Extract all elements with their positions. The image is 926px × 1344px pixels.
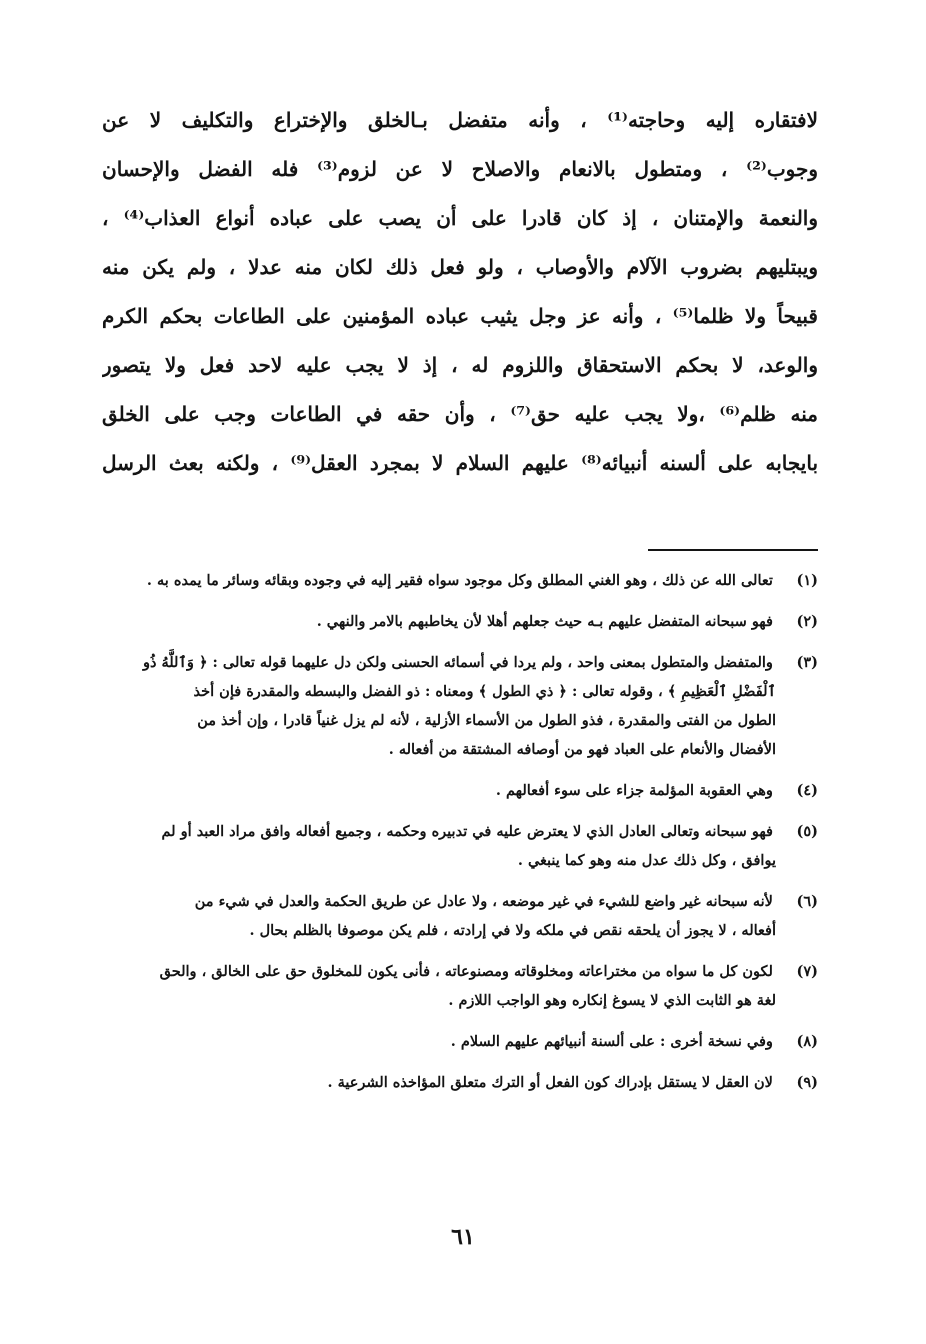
footnote-number: (٣) (796, 654, 818, 671)
footnote-number: (٧) (796, 963, 818, 980)
footnote-number: (٢) (796, 613, 818, 630)
footnote-text: لكون كل ما سواه من مختراعاته ومخلوقاته ومصنوعاته ، فأنى يكون للمخلوق حق على الخالق ، والحق (159, 963, 773, 980)
footnote-text: أفعاله ، لا يجوز أن يلحقه نقص في ملكه ولا في إرادته ، فلم يكن موصوفا بالظلم بحال . (249, 922, 776, 939)
footnote-text: الأفضال والأنعام على العباد فهو من أوصافه المشتقة من أفعاله . (388, 741, 776, 758)
footnote-number: (٤) (796, 782, 818, 799)
page-number: ٦١ (451, 1224, 475, 1250)
footnote-text: تعالى الله عن ذلك ، وهو الغني المطلق وكل موجود سواه فقير إليه في وجوده وبقائه وسائر ما يمده به . (146, 572, 773, 589)
footnote-separator (648, 549, 818, 551)
footnote-text: يوافق ، وكل ذلك عدل منه وهو كما ينبغي . (517, 852, 776, 869)
main-text-line: والوعد، لا بحكم الاستحقاق واللزوم له ، إذ لا يجب عليه لاحد فعل ولا يتصور (102, 353, 818, 377)
footnote-number: (٦) (796, 893, 818, 910)
footnote-1 (102, 566, 818, 595)
main-text-line: منه ظلم⁽⁶⁾ ،ولا يجب عليه حق⁽⁷⁾ ، وأن حقه في الطاعات وجب على الخلق (102, 402, 818, 426)
footnote-text: والمتفضل والمتطول بمعنى واحد ، ولم يردا في أسمائه الحسنى ولكن دل عليهما قوله تعالى : ﴿ وَٱللَّهُ ذُو (142, 654, 773, 671)
footnote-text: فهو سبحانه المتفضل عليهم بـه حيث جعلهم أهلا لأن يخاطبهم بالامر والنهي . (316, 613, 773, 630)
footnote-text: فهو سبحانه وتعالى العادل الذي لا يعترض عليه في تدبيره وحكمه ، وجميع أفعاله وافق مراد العبد أو لم (161, 823, 773, 840)
main-text (102, 96, 818, 488)
footnote-text: وهي العقوبة المؤلمة جزاء على سوء أفعالهم . (495, 782, 773, 799)
main-text-line: والنعمة والإمتنان ، إذ كان قادرا على أن يصب على عباده أنواع العذاب⁽⁴⁾ ، (102, 206, 818, 230)
main-text-line: بايجابه على ألسنه أنبيائه⁽⁸⁾ عليهم السلام لا بمجرد العقل⁽⁹⁾ ، ولكنه بعث الرسل (102, 451, 818, 475)
footnote-number: (١) (796, 572, 818, 589)
main-text-line: وجوب⁽²⁾ ، ومتطول بالانعام والاصلاح لا عن لزوم⁽³⁾ فله الفضل والإحسان (102, 157, 818, 181)
footnote-text: وفي نسخة أخرى : على ألسنة أنبيائهم عليهم السلام . (450, 1033, 773, 1050)
footnote-5 (102, 817, 818, 875)
footnote-7 (102, 957, 818, 1015)
footnote-number: (٩) (796, 1074, 818, 1091)
footnote-number: (٥) (796, 823, 818, 840)
footnote-text: الطول من الفتى والمقدرة ، فذو الطول من الأسماء الأزلية ، لأنه لم يزل غنياً قادرا ، وإن أخذ من (197, 712, 776, 729)
footnote-8 (102, 1027, 818, 1056)
main-text-line: لافتقاره إليه وحاجته⁽¹⁾ ، وأنه متفضل بـالخلق والإختراع والتكليف لا عن (102, 108, 818, 132)
footnote-text: لأنه سبحانه غير واضع للشيء في غير موضعه ، ولا عادل عن طريق الحكمة والعدل في شيء من (194, 893, 773, 910)
footnote-text: لغة هو الثابت الذي لا يسوغ إنكاره وهو الواجب اللازم . (448, 992, 776, 1009)
footnote-number: (٨) (796, 1033, 818, 1050)
main-text-line: قبيحاً ولا ظلما⁽⁵⁾ ، وأنه عز وجل يثيب عباده المؤمنين على الطاعات بحكم الكرم (102, 304, 818, 328)
footnote-6 (102, 887, 818, 945)
main-text-line: ويبتليهم بضروب الآلام والأوصاب ، ولو فعل ذلك لكان منه عدلا ، ولم يكن منه (102, 255, 818, 279)
footnotes (102, 566, 818, 1109)
footnote-text: لان العقل لا يستقل بإدراك كون الفعل أو الترك متعلق المؤاخذه الشرعية . (327, 1074, 773, 1091)
footnote-3 (102, 648, 818, 764)
footnote-4 (102, 776, 818, 805)
footnote-text: ٱلْفَضْلِ ٱلْعَظِيمِ ﴾ ، وقوله تعالى : ﴿ ذي الطول ﴾ ومعناه : ذو الفضل والبسطه والمقدرة فإن أخذ (193, 683, 776, 700)
footnote-2 (102, 607, 818, 636)
footnote-9 (102, 1068, 818, 1097)
